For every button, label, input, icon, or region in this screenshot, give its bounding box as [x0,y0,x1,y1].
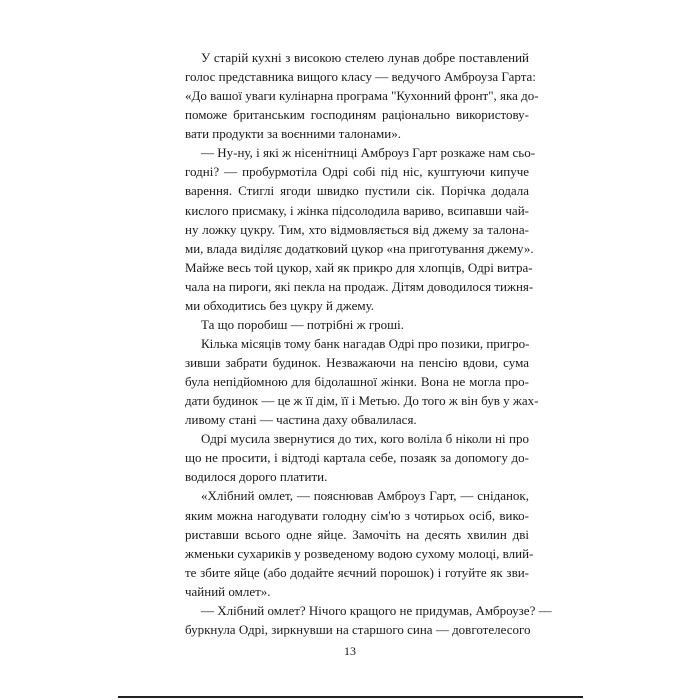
page-number: 13 [344,644,356,658]
text-line: чала на пироги, які пекла на продаж. Дітям доводилося тижня- [185,278,534,294]
text-line: жменьки сухариків у розведеному водою сухому молоці, влий- [185,545,534,561]
text-line: вати продукти за воєнними талонами». [185,126,401,142]
text-line: яким можна нагодувати голодну сім'ю з чотирьох осіб, вико- [185,507,529,523]
text-line: голос представника вищого класу — ведучого Амброуза Гарта: [185,69,536,85]
text-line: ну ложку цукру. Тим, хто відмовляється від джему за талона- [185,221,529,237]
text-line: «До вашої уваги кулінарна програма "Кухонний фронт", яка до- [185,88,539,104]
text-line: ливому стані — частина даху обвалилася. [185,412,417,428]
text-line: — Хлібний омлет? Нічого кращого не придумав, Амброузе? — [201,602,552,618]
text-line: варення. Стиглі ягоди швидко пустили сік. Порічка додала [185,183,529,199]
text-line: буркнула Одрі, зиркнувши на старшого сина — довготелесого [185,621,531,637]
text-line: кислого присмаку, і жінка підсолодила вариво, всипавши чай- [185,202,529,218]
text-line: Кілька місяців тому банк нагадав Одрі про позики, пригро- [201,335,530,351]
text-line: Майже весь той цукор, хай як прикро для хлопців, Одрі витра- [185,259,533,275]
text-line: Та що поробиш — потрібні ж гроші. [201,316,405,332]
text-line: годні? — пробурмотіла Одрі собі під ніс, куштуючи кипуче [185,164,529,180]
body-text [185,48,552,639]
text-line: те збите яйце (або додайте яєчний порошок) і готуйте як зви- [185,564,529,580]
text-line: зивши забрати будинок. Незважаючи на пенсію вдови, сума [185,355,529,370]
text-line: чайний омлет». [185,583,271,599]
text-line: була непідйомною для бідолашної жінки. Вона не могла про- [185,374,529,390]
text-line: що не просити, і відтоді картала себе, позаяк за допомогу до- [185,450,529,466]
text-line: дати будинок — це ж її дім, її і Метью. До того ж він був у жах- [185,393,539,409]
text-line: Одрі мусила звернутися до тих, кого воліла б ніколи ні про [201,431,529,447]
text-line: водилося дорого платити. [185,469,328,485]
text-line: У старій кухні з високою стелею лунав добре поставлений [201,50,529,65]
text-line: — Ну-ну, і які ж нісенітниці Амброуз Гарт розкаже нам сьо- [201,145,536,161]
text-line: поможе британським господиням раціонально використову- [185,107,529,123]
text-line: ми, влада виділяє додатковий цукор «на приготування джему». [185,240,534,256]
text-line: ми обходитись без цукру й джему. [185,297,375,313]
text-line: риставши всього одне яйце. Замочіть на десять хвилин дві [185,526,529,542]
text-line: «Хлібний омлет, — пояснював Амброуз Гарт, — сніданок, [201,488,529,504]
bottom-divider [118,696,583,698]
